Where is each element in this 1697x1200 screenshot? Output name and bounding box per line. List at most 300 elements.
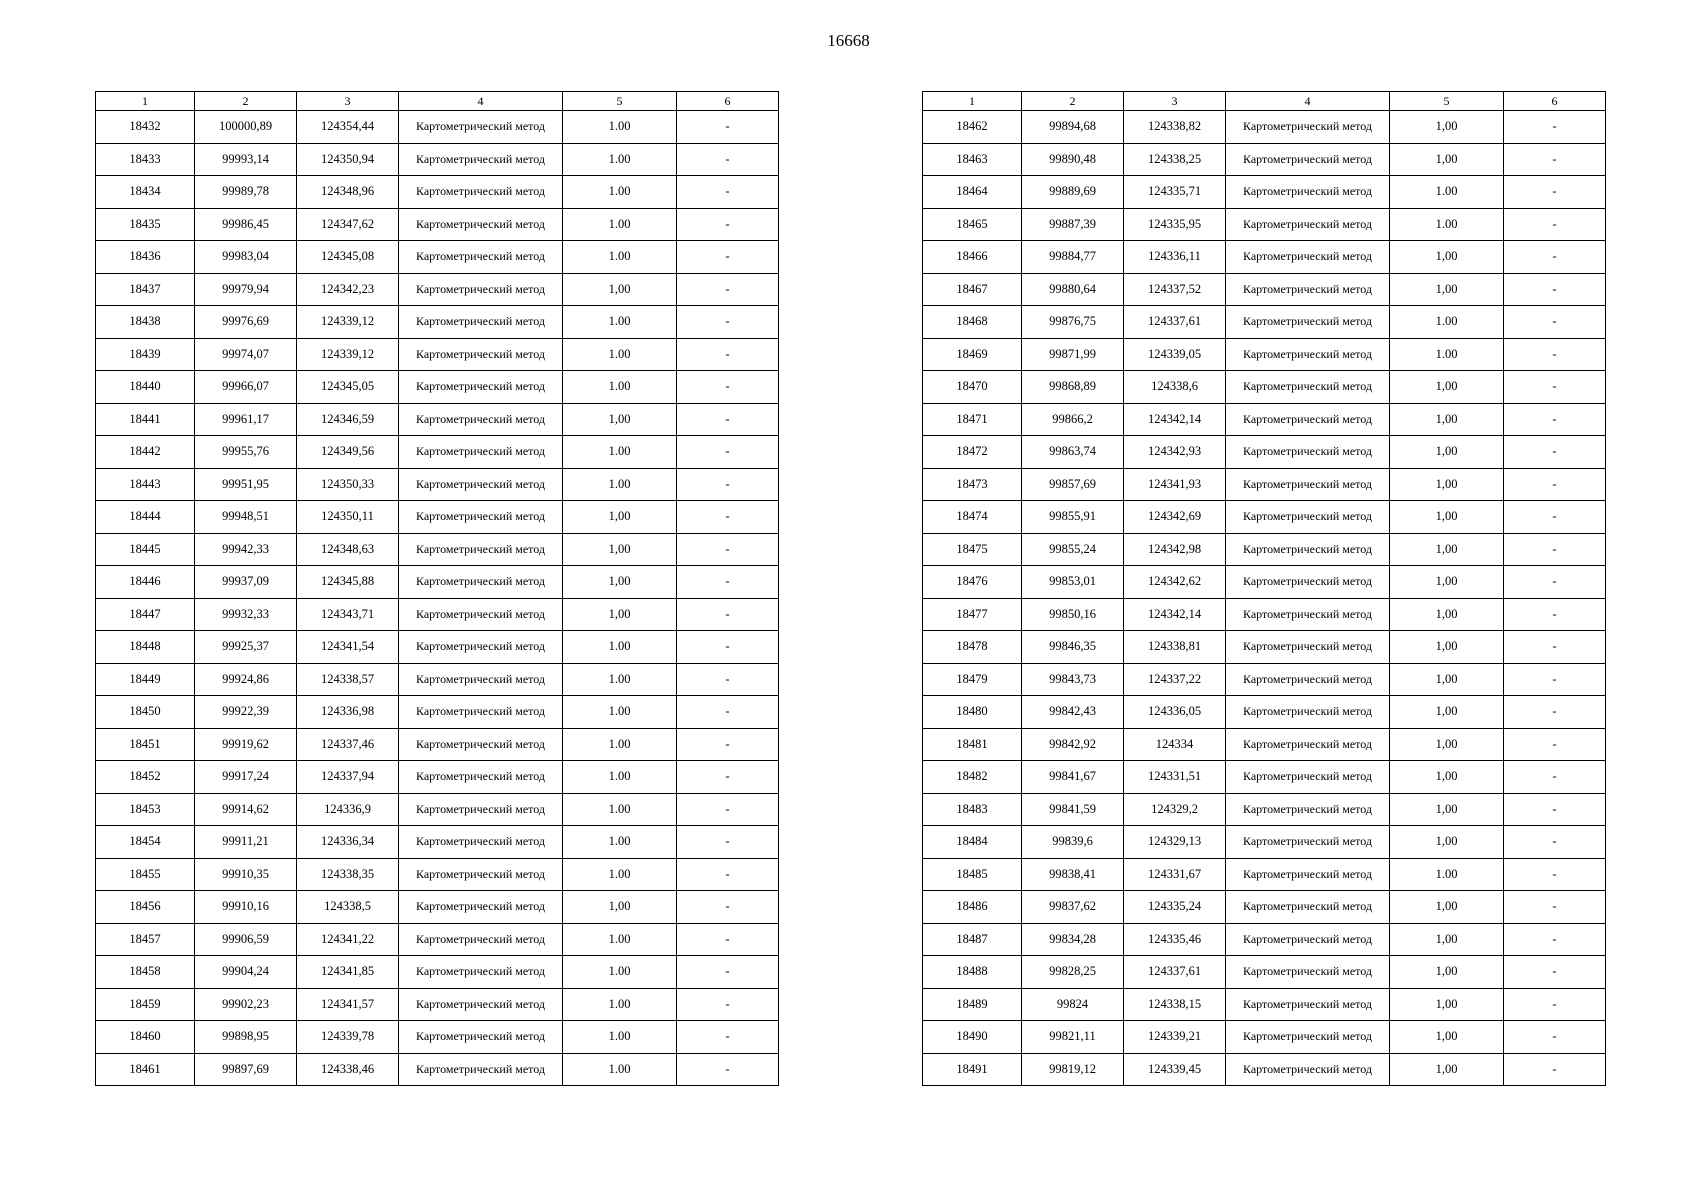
point-number-cell: 18480 [923,696,1022,729]
point-number-cell: 18479 [923,663,1022,696]
note-cell: - [677,143,779,176]
method-cell: Картометрический метод [1226,956,1390,989]
method-cell: Картометрический метод [1226,1021,1390,1054]
y-coordinate-cell: 124349,56 [297,436,399,469]
method-cell: Картометрический метод [399,208,563,241]
table-row [923,728,1606,761]
note-cell: - [677,728,779,761]
table-row [923,956,1606,989]
method-cell: Картометрический метод [399,826,563,859]
note-cell: - [677,598,779,631]
accuracy-cell: 1.00 [563,371,677,404]
table-row [923,761,1606,794]
accuracy-cell: 1.00 [563,208,677,241]
x-coordinate-cell: 99824 [1022,988,1124,1021]
accuracy-cell: 1,00 [1390,761,1504,794]
y-coordinate-cell: 124336,11 [1124,241,1226,274]
x-coordinate-cell: 99914,62 [195,793,297,826]
y-coordinate-cell: 124339,45 [1124,1053,1226,1086]
y-coordinate-cell: 124348,63 [297,533,399,566]
accuracy-cell: 1.00 [563,176,677,209]
note-cell: - [1504,826,1606,859]
point-number-cell: 18467 [923,273,1022,306]
x-coordinate-cell: 99846,35 [1022,631,1124,664]
method-cell: Картометрический метод [1226,696,1390,729]
point-number-cell: 18489 [923,988,1022,1021]
x-coordinate-cell: 99925,37 [195,631,297,664]
note-cell: - [677,793,779,826]
point-number-cell: 18468 [923,306,1022,339]
x-coordinate-cell: 99910,16 [195,891,297,924]
table-row [96,891,779,924]
y-coordinate-cell: 124335,95 [1124,208,1226,241]
table-row [923,793,1606,826]
method-cell: Картометрический метод [399,403,563,436]
method-cell: Картометрический метод [1226,1053,1390,1086]
method-cell: Картометрический метод [399,436,563,469]
method-cell: Картометрический метод [1226,923,1390,956]
y-coordinate-cell: 124336,05 [1124,696,1226,729]
table-row [96,793,779,826]
x-coordinate-cell: 99841,67 [1022,761,1124,794]
method-cell: Картометрический метод [399,663,563,696]
note-cell: - [677,501,779,534]
method-cell: Картометрический метод [1226,988,1390,1021]
point-number-cell: 18441 [96,403,195,436]
accuracy-cell: 1,00 [563,403,677,436]
y-coordinate-cell: 124331,51 [1124,761,1226,794]
method-cell: Картометрический метод [1226,761,1390,794]
x-coordinate-cell: 99819,12 [1022,1053,1124,1086]
accuracy-cell: 1.00 [563,1021,677,1054]
column-header: 2 [195,92,297,111]
x-coordinate-cell: 99919,62 [195,728,297,761]
y-coordinate-cell: 124335,71 [1124,176,1226,209]
note-cell: - [1504,696,1606,729]
method-cell: Картометрический метод [1226,663,1390,696]
x-coordinate-cell: 99837,62 [1022,891,1124,924]
y-coordinate-cell: 124346,59 [297,403,399,436]
y-coordinate-cell: 124338,6 [1124,371,1226,404]
method-cell: Картометрический метод [1226,728,1390,761]
x-coordinate-cell: 99904,24 [195,956,297,989]
point-number-cell: 18487 [923,923,1022,956]
note-cell: - [677,468,779,501]
accuracy-cell: 1,00 [1390,273,1504,306]
y-coordinate-cell: 124347,62 [297,208,399,241]
method-cell: Картометрический метод [1226,273,1390,306]
accuracy-cell: 1,00 [1390,598,1504,631]
y-coordinate-cell: 124338,5 [297,891,399,924]
y-coordinate-cell: 124337,61 [1124,956,1226,989]
x-coordinate-cell: 99937,09 [195,566,297,599]
note-cell: - [1504,631,1606,664]
y-coordinate-cell: 124339,05 [1124,338,1226,371]
accuracy-cell: 1.00 [563,663,677,696]
table-row [96,598,779,631]
point-number-cell: 18470 [923,371,1022,404]
method-cell: Картометрический метод [1226,598,1390,631]
table-row [923,241,1606,274]
point-number-cell: 18473 [923,468,1022,501]
note-cell: - [1504,403,1606,436]
point-number-cell: 18449 [96,663,195,696]
point-number-cell: 18452 [96,761,195,794]
y-coordinate-cell: 124345,05 [297,371,399,404]
point-number-cell: 18481 [923,728,1022,761]
table-row [96,988,779,1021]
table-row [923,501,1606,534]
accuracy-cell: 1.00 [563,696,677,729]
y-coordinate-cell: 124350,33 [297,468,399,501]
table-row [923,663,1606,696]
point-number-cell: 18465 [923,208,1022,241]
x-coordinate-cell: 99866,2 [1022,403,1124,436]
table-row [923,858,1606,891]
x-coordinate-cell: 99838,41 [1022,858,1124,891]
method-cell: Картометрический метод [399,956,563,989]
accuracy-cell: 1,00 [1390,728,1504,761]
x-coordinate-cell: 99834,28 [1022,923,1124,956]
table-row [96,306,779,339]
method-cell: Картометрический метод [399,273,563,306]
table-row [96,631,779,664]
x-coordinate-cell: 99924,86 [195,663,297,696]
table-row [96,338,779,371]
accuracy-cell: 1,00 [1390,403,1504,436]
accuracy-cell: 1,00 [1390,1053,1504,1086]
y-coordinate-cell: 124337,94 [297,761,399,794]
method-cell: Картометрический метод [1226,631,1390,664]
accuracy-cell: 1.00 [1390,176,1504,209]
accuracy-cell: 1,00 [1390,826,1504,859]
y-coordinate-cell: 124331,67 [1124,858,1226,891]
note-cell: - [1504,858,1606,891]
y-coordinate-cell: 124348,96 [297,176,399,209]
method-cell: Картометрический метод [399,371,563,404]
accuracy-cell: 1,00 [1390,1021,1504,1054]
point-number-cell: 18435 [96,208,195,241]
accuracy-cell: 1.00 [563,338,677,371]
accuracy-cell: 1,00 [1390,371,1504,404]
point-number-cell: 18488 [923,956,1022,989]
y-coordinate-cell: 124342,23 [297,273,399,306]
table-row [96,728,779,761]
table-row [923,988,1606,1021]
note-cell: - [677,891,779,924]
method-cell: Картометрический метод [399,143,563,176]
y-coordinate-cell: 124341,54 [297,631,399,664]
note-cell: - [677,403,779,436]
point-number-cell: 18459 [96,988,195,1021]
point-number-cell: 18433 [96,143,195,176]
accuracy-cell: 1,00 [563,273,677,306]
x-coordinate-cell: 99932,33 [195,598,297,631]
point-number-cell: 18457 [96,923,195,956]
method-cell: Картометрический метод [399,891,563,924]
method-cell: Картометрический метод [1226,826,1390,859]
x-coordinate-cell: 99894,68 [1022,111,1124,144]
table-row [923,436,1606,469]
x-coordinate-cell: 99857,69 [1022,468,1124,501]
y-coordinate-cell: 124329,13 [1124,826,1226,859]
note-cell: - [677,1021,779,1054]
point-number-cell: 18442 [96,436,195,469]
table-row [923,566,1606,599]
accuracy-cell: 1,00 [563,501,677,534]
point-number-cell: 18476 [923,566,1022,599]
table-row [96,533,779,566]
y-coordinate-cell: 124342,14 [1124,403,1226,436]
point-number-cell: 18469 [923,338,1022,371]
point-number-cell: 18482 [923,761,1022,794]
note-cell: - [1504,241,1606,274]
table-row [96,663,779,696]
accuracy-cell: 1,00 [1390,143,1504,176]
y-coordinate-cell: 124329,2 [1124,793,1226,826]
point-number-cell: 18490 [923,1021,1022,1054]
point-number-cell: 18475 [923,533,1022,566]
point-number-cell: 18437 [96,273,195,306]
x-coordinate-cell: 99828,25 [1022,956,1124,989]
table-header-row [923,92,1606,111]
x-coordinate-cell: 99911,21 [195,826,297,859]
table-row [923,631,1606,664]
note-cell: - [677,923,779,956]
point-number-cell: 18458 [96,956,195,989]
point-number-cell: 18445 [96,533,195,566]
method-cell: Картометрический метод [1226,143,1390,176]
method-cell: Картометрический метод [399,306,563,339]
point-number-cell: 18460 [96,1021,195,1054]
x-coordinate-cell: 99961,17 [195,403,297,436]
table-row [923,923,1606,956]
table-row [96,956,779,989]
note-cell: - [1504,728,1606,761]
note-cell: - [1504,891,1606,924]
point-number-cell: 18472 [923,436,1022,469]
y-coordinate-cell: 124336,34 [297,826,399,859]
y-coordinate-cell: 124335,24 [1124,891,1226,924]
table-row [923,176,1606,209]
x-coordinate-cell: 99983,04 [195,241,297,274]
y-coordinate-cell: 124341,57 [297,988,399,1021]
table-row [96,761,779,794]
method-cell: Картометрический метод [399,923,563,956]
column-header: 1 [923,92,1022,111]
point-number-cell: 18436 [96,241,195,274]
note-cell: - [1504,793,1606,826]
note-cell: - [1504,1053,1606,1086]
accuracy-cell: 1,00 [1390,988,1504,1021]
accuracy-cell: 1.00 [563,306,677,339]
x-coordinate-cell: 99917,24 [195,761,297,794]
x-coordinate-cell: 99853,01 [1022,566,1124,599]
point-number-cell: 18477 [923,598,1022,631]
point-number-cell: 18454 [96,826,195,859]
table-row [96,403,779,436]
x-coordinate-cell: 99876,75 [1022,306,1124,339]
table-row [96,468,779,501]
method-cell: Картометрический метод [399,761,563,794]
column-header: 2 [1022,92,1124,111]
table-row [96,208,779,241]
note-cell: - [1504,663,1606,696]
table-row [923,1021,1606,1054]
x-coordinate-cell: 99843,73 [1022,663,1124,696]
column-header: 6 [677,92,779,111]
coordinates-table-right [922,91,1606,1086]
y-coordinate-cell: 124339,12 [297,306,399,339]
note-cell: - [1504,598,1606,631]
method-cell: Картометрический метод [1226,208,1390,241]
column-header: 4 [1226,92,1390,111]
point-number-cell: 18462 [923,111,1022,144]
y-coordinate-cell: 124342,62 [1124,566,1226,599]
method-cell: Картометрический метод [399,696,563,729]
x-coordinate-cell: 99948,51 [195,501,297,534]
method-cell: Картометрический метод [1226,338,1390,371]
point-number-cell: 18444 [96,501,195,534]
method-cell: Картометрический метод [399,501,563,534]
method-cell: Картометрический метод [399,728,563,761]
table-row [96,826,779,859]
accuracy-cell: 1.00 [563,761,677,794]
table-row [923,826,1606,859]
table-row [96,1021,779,1054]
x-coordinate-cell: 99889,69 [1022,176,1124,209]
y-coordinate-cell: 124338,25 [1124,143,1226,176]
point-number-cell: 18486 [923,891,1022,924]
method-cell: Картометрический метод [1226,403,1390,436]
method-cell: Картометрический метод [399,338,563,371]
y-coordinate-cell: 124334 [1124,728,1226,761]
x-coordinate-cell: 99993,14 [195,143,297,176]
accuracy-cell: 1.00 [1390,208,1504,241]
x-coordinate-cell: 99922,39 [195,696,297,729]
x-coordinate-cell: 99989,78 [195,176,297,209]
point-number-cell: 18485 [923,858,1022,891]
note-cell: - [1504,338,1606,371]
y-coordinate-cell: 124338,82 [1124,111,1226,144]
method-cell: Картометрический метод [399,988,563,1021]
y-coordinate-cell: 124339,12 [297,338,399,371]
note-cell: - [677,858,779,891]
x-coordinate-cell: 99986,45 [195,208,297,241]
table-row [96,436,779,469]
y-coordinate-cell: 124339,78 [297,1021,399,1054]
point-number-cell: 18471 [923,403,1022,436]
note-cell: - [677,988,779,1021]
table-row [96,858,779,891]
note-cell: - [1504,371,1606,404]
column-header: 3 [297,92,399,111]
column-header: 6 [1504,92,1606,111]
y-coordinate-cell: 124343,71 [297,598,399,631]
table-row [96,176,779,209]
y-coordinate-cell: 124335,46 [1124,923,1226,956]
table-row [923,143,1606,176]
x-coordinate-cell: 99890,48 [1022,143,1124,176]
accuracy-cell: 1,00 [1390,241,1504,274]
point-number-cell: 18478 [923,631,1022,664]
table-row [923,598,1606,631]
note-cell: - [677,371,779,404]
note-cell: - [677,826,779,859]
y-coordinate-cell: 124342,98 [1124,533,1226,566]
table-row [923,533,1606,566]
note-cell: - [677,436,779,469]
x-coordinate-cell: 99976,69 [195,306,297,339]
table-row [923,371,1606,404]
point-number-cell: 18456 [96,891,195,924]
point-number-cell: 18484 [923,826,1022,859]
point-number-cell: 18464 [923,176,1022,209]
table-row [923,696,1606,729]
accuracy-cell: 1,00 [1390,631,1504,664]
accuracy-cell: 1,00 [1390,696,1504,729]
point-number-cell: 18443 [96,468,195,501]
point-number-cell: 18438 [96,306,195,339]
method-cell: Картометрический метод [399,1053,563,1086]
accuracy-cell: 1,00 [563,598,677,631]
method-cell: Картометрический метод [1226,176,1390,209]
method-cell: Картометрический метод [1226,468,1390,501]
table-row [96,923,779,956]
y-coordinate-cell: 124341,22 [297,923,399,956]
accuracy-cell: 1.00 [563,793,677,826]
method-cell: Картометрический метод [1226,858,1390,891]
y-coordinate-cell: 124342,93 [1124,436,1226,469]
y-coordinate-cell: 124350,11 [297,501,399,534]
method-cell: Картометрический метод [399,858,563,891]
x-coordinate-cell: 99880,64 [1022,273,1124,306]
method-cell: Картометрический метод [1226,306,1390,339]
method-cell: Картометрический метод [1226,111,1390,144]
y-coordinate-cell: 124342,14 [1124,598,1226,631]
note-cell: - [677,663,779,696]
x-coordinate-cell: 99821,11 [1022,1021,1124,1054]
y-coordinate-cell: 124341,93 [1124,468,1226,501]
note-cell: - [1504,111,1606,144]
x-coordinate-cell: 99910,35 [195,858,297,891]
accuracy-cell: 1.00 [563,468,677,501]
accuracy-cell: 1.00 [1390,338,1504,371]
column-header: 5 [1390,92,1504,111]
accuracy-cell: 1,00 [563,566,677,599]
note-cell: - [1504,306,1606,339]
x-coordinate-cell: 99942,33 [195,533,297,566]
note-cell: - [677,176,779,209]
point-number-cell: 18440 [96,371,195,404]
x-coordinate-cell: 99966,07 [195,371,297,404]
table-row [96,371,779,404]
y-coordinate-cell: 124341,85 [297,956,399,989]
note-cell: - [1504,501,1606,534]
method-cell: Картометрический метод [399,241,563,274]
note-cell: - [677,1053,779,1086]
note-cell: - [677,273,779,306]
table-header-row [96,92,779,111]
point-number-cell: 18448 [96,631,195,664]
accuracy-cell: 1.00 [563,143,677,176]
accuracy-cell: 1.00 [563,631,677,664]
accuracy-cell: 1.00 [563,826,677,859]
accuracy-cell: 1.00 [563,1053,677,1086]
x-coordinate-cell: 99884,77 [1022,241,1124,274]
method-cell: Картометрический метод [399,468,563,501]
table-row [96,1053,779,1086]
